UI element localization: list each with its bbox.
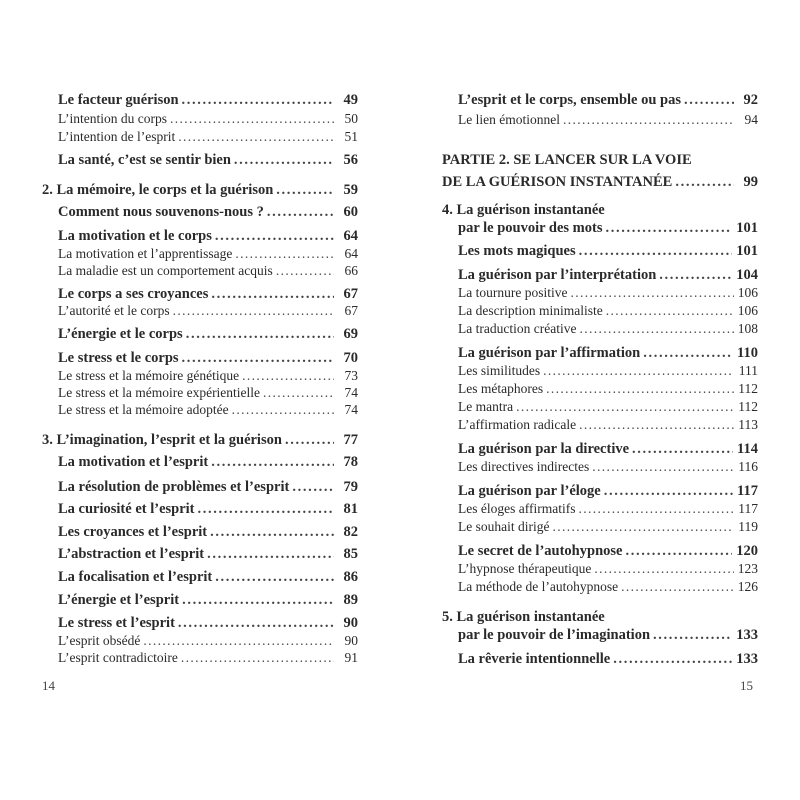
toc-entry	[58, 454, 358, 471]
toc-entry-title: La motivation et le corps	[58, 228, 212, 244]
toc-entry-title: par le pouvoir de l’imagination	[458, 627, 651, 643]
toc-entry-title: Les croyances et l’esprit	[58, 524, 208, 540]
toc-entry-title: 3. L’imagination, l’esprit et la guérison	[42, 432, 282, 448]
dot-leader	[285, 432, 334, 449]
dot-leader	[215, 228, 334, 245]
toc-entry-title: L’intention du corps	[58, 111, 167, 126]
toc-entry	[58, 326, 358, 343]
dot-leader	[173, 303, 334, 319]
toc-entry-page: 111	[738, 363, 758, 378]
toc-entry	[58, 303, 358, 319]
toc-entry	[442, 174, 758, 191]
toc-entry	[58, 228, 358, 245]
toc-entry-page: 101	[736, 220, 758, 236]
toc-entry	[458, 363, 758, 379]
dot-leader	[592, 459, 734, 475]
toc-entry-title: La guérison par l’interprétation	[458, 267, 657, 283]
toc-entry-title: La motivation et l’apprentissage	[58, 246, 233, 261]
toc-entry	[458, 459, 758, 475]
toc-entry-page: 74	[344, 402, 358, 417]
toc-entry	[458, 285, 758, 301]
dot-leader	[198, 501, 334, 518]
toc-entry-page: 92	[743, 92, 758, 108]
toc-entry	[458, 627, 758, 644]
toc-entry	[458, 441, 758, 458]
toc-entry-title: L’intention de l’esprit	[58, 129, 176, 144]
toc-entry-title: L’affirmation radicale	[458, 417, 577, 432]
dot-leader	[579, 417, 734, 433]
toc-entry-page: 86	[343, 569, 358, 585]
toc-entry-page: 91	[344, 650, 358, 665]
toc-entry-page: 73	[344, 368, 358, 383]
toc-entry	[458, 220, 758, 237]
toc-entry-page: 104	[736, 267, 758, 283]
toc-entry-page: 81	[343, 501, 358, 517]
toc-entry-page: 51	[344, 129, 358, 144]
toc-entry-title: La maladie est un comportement acquis	[58, 263, 273, 278]
toc-entry-page: 49	[343, 92, 358, 108]
dot-leader	[182, 92, 334, 109]
dot-leader	[621, 579, 734, 595]
toc-entry-page: 112	[738, 381, 758, 396]
dot-leader	[552, 519, 734, 535]
toc-entry	[458, 92, 758, 109]
toc-entry-title: Le lien émotionnel	[458, 112, 560, 127]
toc-entry	[58, 385, 358, 401]
toc-entry-page: 67	[344, 303, 358, 318]
dot-leader	[263, 385, 334, 401]
dot-leader	[186, 326, 334, 343]
right-page	[400, 0, 800, 800]
toc-entry-title: Le stress et le corps	[58, 350, 179, 366]
toc-entry	[58, 633, 358, 649]
toc-entry-page: 101	[736, 243, 758, 259]
dot-leader	[643, 345, 733, 362]
toc-entry-title: Les directives indirectes	[458, 459, 590, 474]
toc-entry	[42, 432, 358, 449]
toc-entry-title: DE LA GUÉRISON INSTANTANÉE	[442, 174, 673, 190]
dot-leader	[675, 174, 734, 191]
toc-entry-title: Le stress et la mémoire adoptée	[58, 402, 229, 417]
dot-leader	[606, 303, 734, 319]
toc-entry	[458, 651, 758, 668]
dot-leader	[207, 546, 334, 563]
toc-entry-title: Les mots magiques	[458, 243, 576, 259]
toc-entry-title: Le secret de l’autohypnose	[458, 543, 623, 559]
toc-entry-title: 4. La guérison instantanée	[442, 202, 605, 218]
page-number: 15	[740, 678, 753, 693]
toc-entry	[442, 152, 758, 169]
dot-leader	[182, 350, 334, 367]
toc-entry	[458, 483, 758, 500]
toc-entry	[458, 501, 758, 517]
toc-entry-page: 77	[343, 432, 358, 448]
toc-entry-page: 116	[738, 459, 758, 474]
dot-leader	[235, 246, 334, 262]
toc-entry-page: 133	[736, 627, 758, 643]
toc-entry-title: La guérison par la directive	[458, 441, 630, 457]
dot-leader	[653, 627, 732, 644]
dot-leader	[632, 441, 733, 458]
dot-leader	[210, 524, 334, 541]
dot-leader	[546, 381, 734, 397]
dot-leader	[178, 129, 334, 145]
toc-entry-title: La description minimaliste	[458, 303, 603, 318]
toc-entry-page: 94	[744, 112, 758, 127]
page-number: 14	[42, 678, 55, 693]
toc-entry-page: 90	[343, 615, 358, 631]
toc-entry	[58, 204, 358, 221]
dot-leader	[178, 615, 334, 632]
dot-leader	[578, 501, 734, 517]
dot-leader	[659, 267, 732, 284]
dot-leader	[594, 561, 733, 577]
dot-leader	[543, 363, 734, 379]
toc-entry	[458, 579, 758, 595]
toc-entry	[442, 609, 758, 626]
toc-entry-page: 126	[737, 579, 758, 594]
dot-leader	[604, 483, 733, 500]
toc-entry	[58, 263, 358, 279]
toc-entry-page: 117	[738, 501, 758, 516]
toc-entry-title: Le stress et l’esprit	[58, 615, 175, 631]
toc-entry	[458, 267, 758, 284]
dot-leader	[684, 92, 734, 109]
toc-entry-title: L’esprit obsédé	[58, 633, 141, 648]
toc-entry-page: 106	[737, 285, 758, 300]
dot-leader	[234, 152, 334, 169]
toc-entry-title: 2. La mémoire, le corps et la guérison	[42, 182, 274, 198]
dot-leader	[292, 479, 334, 496]
toc-entry-page: 113	[738, 417, 758, 432]
toc-entry-page: 133	[736, 651, 758, 667]
toc-entry	[458, 381, 758, 397]
toc-entry-page: 114	[737, 441, 758, 457]
toc-entry-title: Le stress et la mémoire expérientielle	[58, 385, 261, 400]
toc-entry-title: Les métaphores	[458, 381, 544, 396]
toc-entry	[58, 92, 358, 109]
toc-entry-page: 112	[738, 399, 758, 414]
toc-entry	[58, 479, 358, 496]
toc-entry-page: 106	[737, 303, 758, 318]
toc-entry-title: Le facteur guérison	[58, 92, 179, 108]
toc-entry-title: Comment nous souvenons-nous ?	[58, 204, 264, 220]
dot-leader	[170, 111, 334, 127]
toc-entry-page: 66	[344, 263, 358, 278]
toc-entry-page: 78	[343, 454, 358, 470]
dot-leader	[605, 220, 732, 237]
toc-entry	[58, 246, 358, 262]
toc-entry-title: L’esprit et le corps, ensemble ou pas	[458, 92, 681, 108]
toc-entry-title: L’énergie et le corps	[58, 326, 183, 342]
toc-entry-page: 123	[737, 561, 758, 576]
toc-entry-page: 59	[343, 182, 358, 198]
dot-leader	[267, 204, 334, 221]
toc-entry-page: 56	[343, 152, 358, 168]
toc-entry	[58, 615, 358, 632]
toc-entry-page: 99	[743, 174, 758, 190]
toc-entry	[458, 417, 758, 433]
toc-entry	[58, 111, 358, 127]
toc-entry	[58, 569, 358, 586]
toc-entry-page: 119	[738, 519, 758, 534]
dot-leader	[579, 243, 733, 260]
toc-entry-title: L’énergie et l’esprit	[58, 592, 180, 608]
toc-entry-title: La guérison par l’affirmation	[458, 345, 641, 361]
toc-entry	[458, 303, 758, 319]
toc-entry-page: 60	[343, 204, 358, 220]
toc-entry	[442, 202, 758, 219]
toc-entry-page: 110	[737, 345, 758, 361]
toc-entry	[458, 243, 758, 260]
toc-entry-title: La santé, c’est se sentir bien	[58, 152, 231, 168]
dot-leader	[570, 285, 733, 301]
toc-entry-title: PARTIE 2. SE LANCER SUR LA VOIE	[442, 152, 692, 168]
toc-entry	[42, 182, 358, 199]
toc-entry	[458, 399, 758, 415]
dot-leader	[143, 633, 334, 649]
toc-entry-title: La curiosité et l’esprit	[58, 501, 195, 517]
toc-entry	[58, 402, 358, 418]
dot-leader	[625, 543, 732, 560]
toc-entry	[58, 546, 358, 563]
toc-entry-page: 79	[343, 479, 358, 495]
toc-entry-page: 50	[344, 111, 358, 126]
toc-entry-page: 108	[737, 321, 758, 336]
toc-entry-page: 90	[344, 633, 358, 648]
toc-entry-title: Le corps a ses croyances	[58, 286, 209, 302]
toc-entry-title: L’esprit contradictoire	[58, 650, 178, 665]
toc-entry-page: 69	[343, 326, 358, 342]
dot-leader	[579, 321, 733, 337]
toc-entry	[458, 519, 758, 535]
dot-leader	[276, 263, 334, 279]
toc-entry	[458, 561, 758, 577]
toc-entry	[58, 350, 358, 367]
dot-leader	[211, 286, 334, 303]
toc-entry-title: La méthode de l’autohypnose	[458, 579, 619, 594]
toc-entry	[58, 152, 358, 169]
toc-entry-page: 120	[736, 543, 758, 559]
toc-entry-title: La traduction créative	[458, 321, 577, 336]
toc-entry	[58, 592, 358, 609]
toc-entry	[458, 321, 758, 337]
toc-entry-page: 117	[737, 483, 758, 499]
toc-entry-page: 85	[343, 546, 358, 562]
dot-leader	[211, 454, 334, 471]
dot-leader	[181, 650, 334, 666]
dot-leader	[613, 651, 732, 668]
toc-entry-title: La tournure positive	[458, 285, 568, 300]
toc-entry	[58, 501, 358, 518]
dot-leader	[276, 182, 334, 199]
dot-leader	[516, 399, 734, 415]
dot-leader	[242, 368, 334, 384]
dot-leader	[563, 112, 734, 128]
toc-entry-page: 70	[343, 350, 358, 366]
toc-entry-title: L’autorité et le corps	[58, 303, 170, 318]
toc-entry	[458, 112, 758, 128]
toc-entry-page: 67	[343, 286, 358, 302]
toc-entry-title: La rêverie intentionnelle	[458, 651, 611, 667]
dot-leader	[182, 592, 334, 609]
toc-entry	[458, 543, 758, 560]
toc-entry	[58, 524, 358, 541]
toc-entry-title: par le pouvoir des mots	[458, 220, 603, 236]
toc-entry	[58, 368, 358, 384]
toc-entry-page: 64	[343, 228, 358, 244]
toc-entry-title: Les similitudes	[458, 363, 541, 378]
toc-entry	[58, 129, 358, 145]
dot-leader	[232, 402, 334, 418]
toc-entry	[458, 345, 758, 362]
toc-entry-title: La focalisation et l’esprit	[58, 569, 213, 585]
toc-entry-title: Le mantra	[458, 399, 514, 414]
toc-entry-title: L’abstraction et l’esprit	[58, 546, 205, 562]
toc-entry-title: Le souhait dirigé	[458, 519, 550, 534]
toc-entry-title: La guérison par l’éloge	[458, 483, 601, 499]
toc-entry-page: 74	[344, 385, 358, 400]
toc-entry-page: 82	[343, 524, 358, 540]
toc-entry-title: L’hypnose thérapeutique	[458, 561, 592, 576]
toc-entry-title: La résolution de problèmes et l’esprit	[58, 479, 290, 495]
toc-entry-page: 64	[344, 246, 358, 261]
toc-entry-title: La motivation et l’esprit	[58, 454, 209, 470]
toc-entry	[58, 650, 358, 666]
toc-entry-title: Le stress et la mémoire génétique	[58, 368, 240, 383]
dot-leader	[215, 569, 334, 586]
toc-entry-title: Les éloges affirmatifs	[458, 501, 576, 516]
toc-entry	[58, 286, 358, 303]
toc-entry-title: 5. La guérison instantanée	[442, 609, 605, 625]
toc-entry-page: 89	[343, 592, 358, 608]
